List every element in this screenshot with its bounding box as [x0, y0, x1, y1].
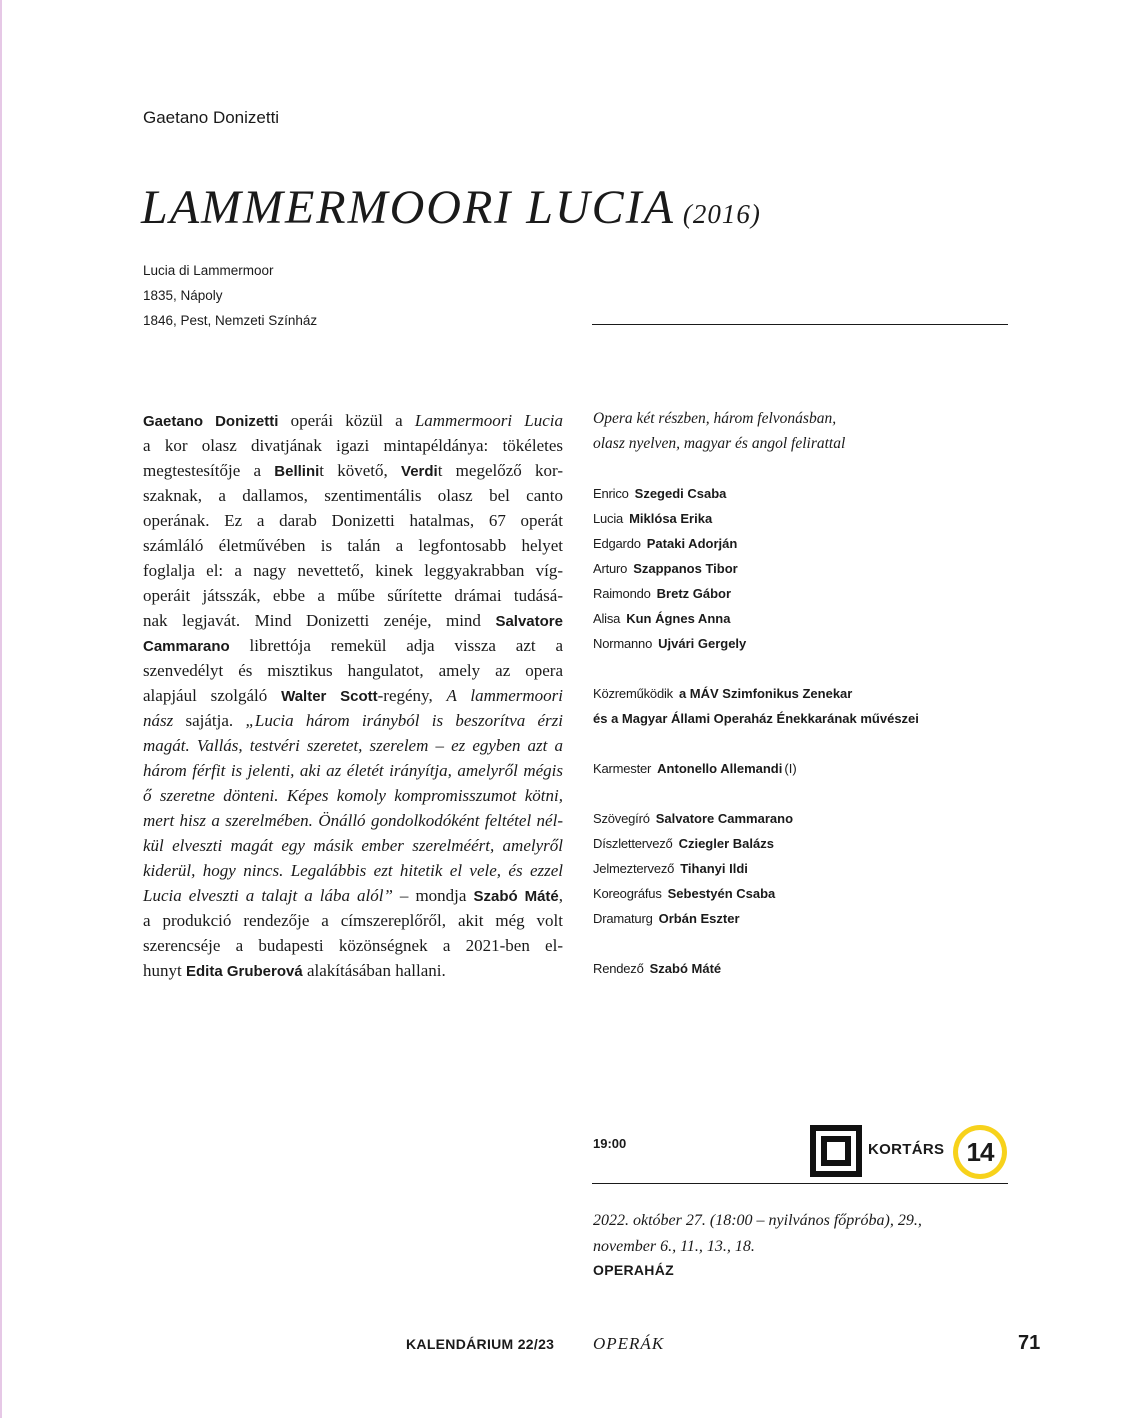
credit-row — [593, 806, 1013, 831]
text-run: megtestesítője a — [143, 461, 275, 480]
top-divider — [592, 324, 1008, 325]
text-run: alakításában hallani. — [302, 961, 446, 980]
credit-name: Bretz Gábor — [656, 586, 732, 601]
body-line — [143, 608, 563, 633]
credit-row — [593, 581, 1013, 606]
credit-director — [593, 956, 1013, 981]
body-line — [143, 933, 563, 958]
bold-name: Bellini — [274, 463, 320, 480]
italic-text: Lammermoori Lucia — [414, 411, 563, 430]
text-run: -regény, — [377, 686, 447, 705]
credit-role: Dramaturg — [593, 911, 653, 926]
page-number: 71 — [1018, 1332, 1041, 1354]
body-line — [143, 808, 563, 833]
italic-text: kiderül, hogy nincs. Legalábbis ezt hitetik el vele, és ezzel — [143, 861, 563, 880]
credit-participation — [593, 681, 1013, 706]
body-line — [143, 483, 563, 508]
credit-name: a MÁV Szimfonikus Zenekar — [678, 686, 853, 701]
credit-role: Alisa — [593, 611, 621, 626]
text-run: szenvedélyt és misztikus hangulatot, amely az opera — [143, 661, 563, 680]
credit-name: Cziegler Balázs — [678, 836, 774, 851]
age-rating-badge — [953, 1125, 1007, 1179]
subtitle-line: Opera két részben, három felvonásban, — [593, 410, 837, 427]
credit-role: Lucia — [593, 511, 624, 526]
body-line — [143, 458, 563, 483]
credit-role: Karmester — [593, 761, 652, 776]
text-run: szaknak, a dallamos, szentimentális olasz bel canto — [143, 486, 563, 505]
credit-name: Salvatore Cammarano — [655, 811, 794, 826]
credit-row — [593, 506, 1013, 531]
credit-role: Koreográfus — [593, 886, 662, 901]
credit-participation-cont — [593, 706, 1013, 731]
body-line — [143, 683, 563, 708]
italic-text: nász — [143, 711, 174, 730]
bottom-divider — [592, 1183, 1008, 1184]
cast-list — [593, 481, 1013, 656]
credit-role: Raimondo — [593, 586, 651, 601]
dates-line: november 6., 11., 13., 18. — [593, 1238, 755, 1255]
credit-name: Szegedi Csaba — [634, 486, 727, 501]
premiere-naples: 1835, Nápoly — [143, 288, 223, 303]
italic-text: „Lucia három irányból is beszorítva érzi — [245, 711, 564, 730]
title-text: LAMMERMOORI LUCIA — [141, 181, 675, 234]
credit-role: Arturo — [593, 561, 628, 576]
body-line — [143, 758, 563, 783]
italic-text: magát. Vallás, testvéri szeretet, szerelem – ez egyben azt a — [143, 736, 563, 755]
text-run: a produkció rendezője a címszereplőről, akit még volt — [143, 911, 563, 930]
performance-time: 19:00 — [593, 1136, 627, 1151]
text-run: t követő, — [319, 461, 402, 480]
credit-row — [593, 631, 1013, 656]
body-line — [143, 583, 563, 608]
bold-name: Cammarano — [143, 638, 230, 655]
body-line — [143, 783, 563, 808]
body-line — [143, 558, 563, 583]
italic-text: mert hisz a szerelmében. Önálló gondolkodóként feltétel nél- — [143, 811, 563, 830]
composer-name: Gaetano Donizetti — [143, 108, 280, 127]
opera-subtitle — [593, 406, 1013, 456]
credit-row — [593, 831, 1013, 856]
credit-row — [593, 531, 1013, 556]
credit-row — [593, 906, 1013, 931]
credit-row — [593, 481, 1013, 506]
credit-role: Jelmeztervező — [593, 861, 675, 876]
premiere-pest: 1846, Pest, Nemzeti Színház — [143, 313, 318, 328]
italic-text: ő szeretne dönteni. Képes komoly kompromisszumot kötni, — [143, 786, 563, 805]
text-run: operáit játsszák, ebbe a műbe sűrítette drámai tudásá- — [143, 586, 563, 605]
text-run: számláló életművében is talán a legfontosabb helyet — [143, 536, 563, 555]
dates-line: 2022. október 27. (18:00 – nyilvános főpróba), 29., — [593, 1212, 922, 1229]
body-line — [143, 833, 563, 858]
production-credits — [593, 406, 1013, 981]
text-run: hunyt — [143, 961, 186, 980]
body-line — [143, 408, 563, 433]
subtitle-line: olasz nyelven, magyar és angol felirattal — [593, 435, 846, 452]
credit-name: Ujvári Gergely — [658, 636, 747, 651]
page-edge-line — [0, 0, 2, 1418]
body-text — [143, 408, 563, 983]
text-run: a kor olasz divatjának igazi mintapéldánya: tökéletes — [143, 436, 563, 455]
section-name: OPERÁK — [593, 1334, 665, 1353]
credit-role: Enrico — [593, 486, 629, 501]
body-line — [143, 533, 563, 558]
production-year: (2016) — [682, 199, 761, 229]
text-run: nak legjavát. Mind Donizetti zenéje, mind — [143, 611, 496, 630]
bold-name: Walter Scott — [281, 688, 378, 705]
text-run: t megelőző kor- — [437, 461, 563, 480]
text-run: , — [558, 886, 564, 905]
italic-text: három férfit is jelenti, aki az életét irányítja, amelyről mégis — [143, 761, 563, 780]
text-run: librettója remekül adja vissza azt a — [229, 636, 563, 655]
italic-text: A lammermoori — [446, 686, 563, 705]
opera-title — [141, 178, 761, 244]
body-line — [143, 433, 563, 458]
credit-name: Tihanyi Ildi — [680, 861, 748, 876]
text-run: foglalja el: a nagy nevettető, kinek leggyakrabban víg- — [143, 561, 563, 580]
creative-list — [593, 806, 1013, 931]
body-line — [143, 883, 563, 908]
credit-conductor — [593, 756, 1013, 781]
credit-name: Kun Ágnes Anna — [626, 611, 731, 626]
body-line — [143, 958, 563, 983]
body-line — [143, 708, 563, 733]
series-label: KORTÁRS — [868, 1141, 945, 1158]
body-line — [143, 733, 563, 758]
credit-role: Közreműködik — [593, 686, 673, 701]
credit-name: és a Magyar Állami Operaház Énekkarának művészei — [593, 711, 919, 726]
square-icon — [810, 1125, 862, 1177]
bold-name: Salvatore — [495, 613, 563, 630]
original-title: Lucia di Lammermoor — [143, 263, 274, 278]
text-run: – mondja — [392, 886, 474, 905]
italic-text: Lucia elveszti a talajt a lába alól” — [143, 886, 393, 905]
body-line — [143, 658, 563, 683]
credit-row — [593, 881, 1013, 906]
bold-name: Edita Gruberová — [185, 963, 303, 980]
body-line — [143, 858, 563, 883]
credit-role: Szövegíró — [593, 811, 650, 826]
credit-role: Normanno — [593, 636, 653, 651]
age-rating: 14 — [958, 1130, 1002, 1174]
publication-name: KALENDÁRIUM 22/23 — [406, 1336, 555, 1352]
credit-note: (I) — [784, 761, 797, 776]
original-info — [143, 258, 317, 333]
body-line — [143, 633, 563, 658]
credit-name: Orbán Eszter — [658, 911, 740, 926]
text-run: operának. Ez a darab Donizetti hatalmas, 67 operát — [143, 511, 563, 530]
bold-name: Gaetano Donizetti — [143, 413, 279, 430]
text-run: sajátja. — [173, 711, 246, 730]
credit-row — [593, 606, 1013, 631]
text-run: szerencséje a budapesti közönségnek a 2021-ben el- — [143, 936, 563, 955]
credit-role: Edgardo — [593, 536, 641, 551]
credit-name: Miklósa Erika — [629, 511, 713, 526]
body-line — [143, 508, 563, 533]
text-run: alapjául szolgáló — [143, 686, 282, 705]
credit-role: Rendező — [593, 961, 644, 976]
credit-row — [593, 556, 1013, 581]
credit-name: Szabó Máté — [649, 961, 722, 976]
text-run: operái közül a — [278, 411, 415, 430]
credit-name: Antonello Allemandi — [657, 761, 783, 776]
credit-name: Pataki Adorján — [646, 536, 738, 551]
credit-name: Szappanos Tibor — [633, 561, 738, 576]
italic-text: kül elveszti magát egy másik ember szerelméért, amelyről — [143, 836, 563, 855]
venue: OPERAHÁZ — [593, 1262, 674, 1278]
credit-role: Díszlettervező — [593, 836, 673, 851]
credit-name: Sebestyén Csaba — [667, 886, 776, 901]
body-line — [143, 908, 563, 933]
performance-dates — [593, 1208, 1013, 1260]
bold-name: Szabó Máté — [473, 888, 559, 905]
credit-row — [593, 856, 1013, 881]
bold-name: Verdi — [401, 463, 438, 480]
